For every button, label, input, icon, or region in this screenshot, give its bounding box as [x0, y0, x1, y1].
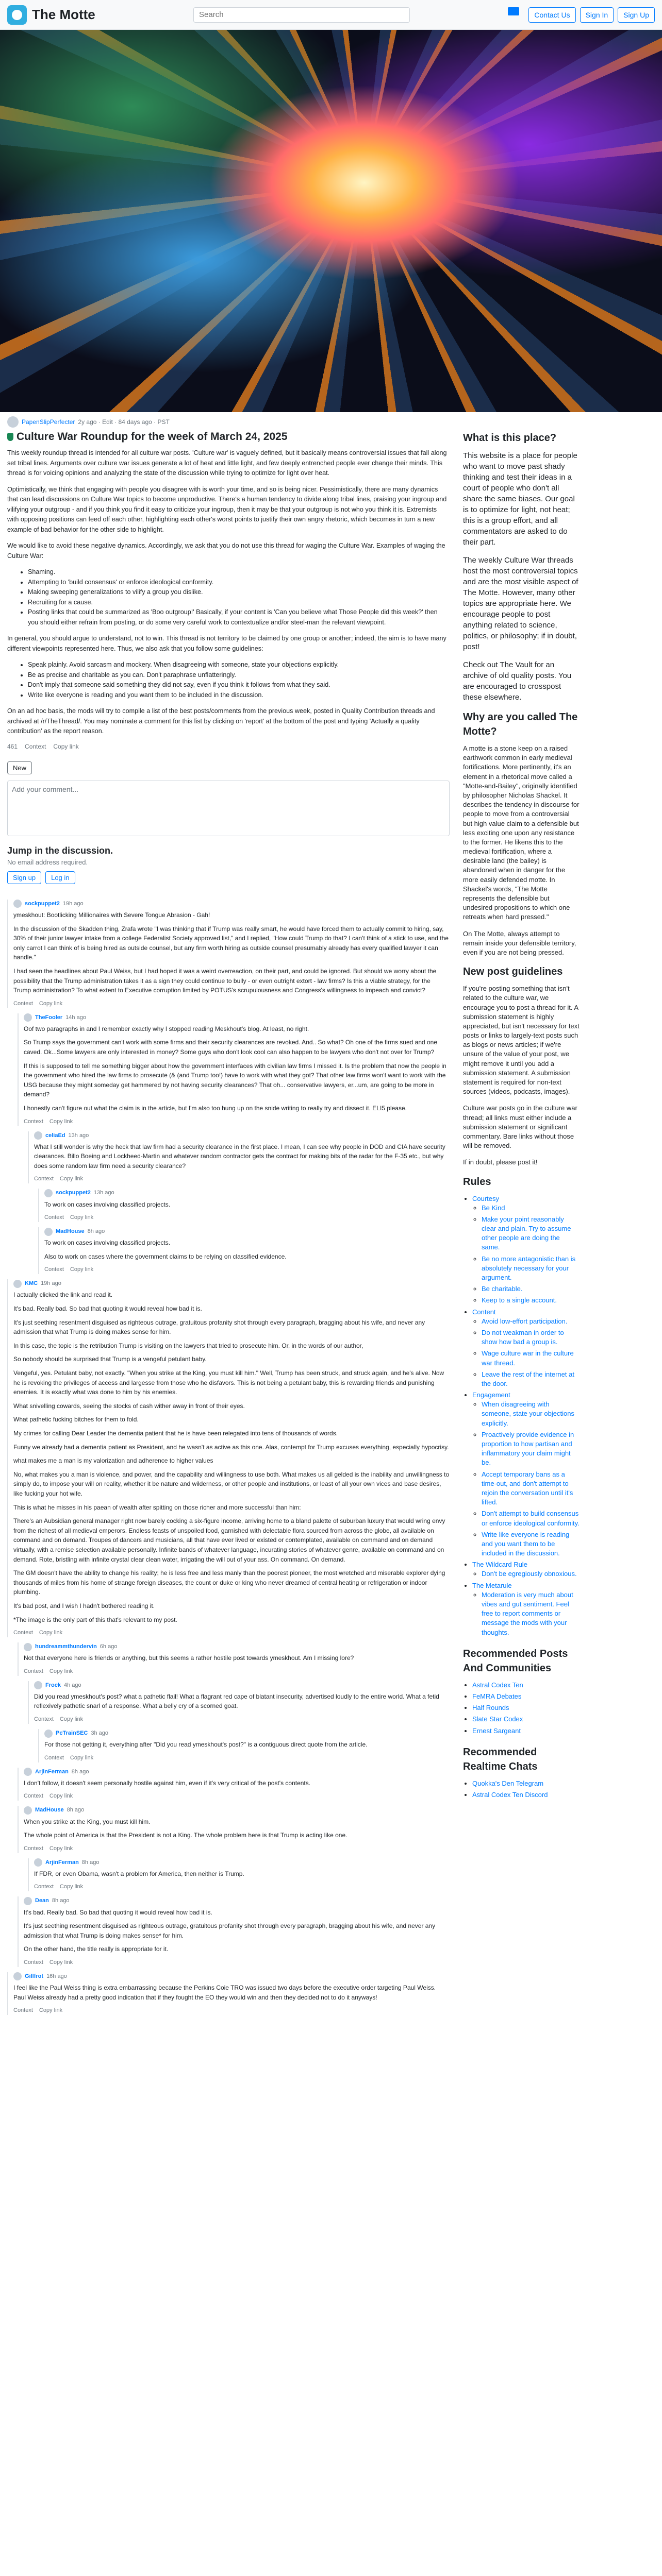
comment-context-button[interactable]: Context — [44, 1266, 64, 1273]
comment-list — [7, 900, 450, 2015]
rule-item — [482, 1370, 580, 1388]
comment-body — [34, 1869, 450, 1879]
comment-avatar[interactable] — [24, 1806, 32, 1815]
comment-context-button[interactable]: Context — [34, 1716, 54, 1723]
comment-header — [34, 1858, 450, 1867]
rule-item — [482, 1349, 580, 1367]
comment-copy-link-button[interactable]: Copy link — [49, 1793, 73, 1800]
comment-avatar[interactable] — [13, 900, 22, 908]
comment-copy-link-button[interactable]: Copy link — [70, 1214, 94, 1221]
comment-avatar[interactable] — [24, 1897, 32, 1905]
why-paragraph: On The Motte, always attempt to remain inside your defensible territory, even if you are not being pressed. — [463, 929, 576, 956]
comment-header — [24, 1768, 450, 1776]
rules-list — [463, 1194, 580, 1637]
comment — [18, 1806, 450, 1853]
comment-paragraph: When you strike at the King, you must kill him. — [24, 1818, 151, 1825]
comment-body — [13, 1983, 450, 2002]
comment-avatar[interactable] — [13, 1280, 22, 1288]
comment-paragraph: I actually clicked the link and read it. — [13, 1291, 113, 1299]
comment-context-button[interactable]: Context — [34, 1884, 54, 1890]
comment-paragraph: No, what makes you a man is violence, and power, and the capability and willingness to use both. What makes us all gelded is the inability and unwillingness to simply do, to impose your will on reality, whether it be nature and wilderness, or other people and institutions, or least of all your own vices and base desires, like fucking your hot wife. — [13, 1470, 450, 1497]
comment-body — [44, 1238, 450, 1261]
comment-avatar[interactable] — [34, 1131, 42, 1140]
recommended-item[interactable] — [472, 1703, 580, 1713]
realtime-item[interactable] — [472, 1779, 580, 1788]
comment-paragraph: Funny we already had a dementia patient as President, and he wasn't as active as this one. Alas, contempt for Trump excuses everything, especially hypocrisy. — [13, 1443, 449, 1451]
post-actions — [7, 743, 450, 750]
comment-body — [34, 1692, 450, 1711]
comment-author[interactable]: KMC — [25, 1280, 38, 1287]
rule-item — [482, 1509, 580, 1528]
sign-up-button[interactable]: Sign Up — [618, 7, 655, 23]
comment-author[interactable]: celiaEd — [45, 1132, 65, 1139]
comment — [18, 1768, 450, 1801]
comment-header — [44, 1189, 450, 1197]
comment-paragraph: What I still wonder is why the heck that law firm had a security clearance in the first place. I mean, I can see why people in DOD and CIA have security clearances. Billo Boeing and Lockheed-Martin and whatever random contractor gets the contract for making bits of the radar for the F-35 etc., but why does some random law firm need a security clearance? — [34, 1143, 445, 1170]
site-logo — [7, 5, 27, 25]
rule-item-link[interactable]: Proactively provide evidence in proportion to how partisan and inflammatory your claim might be. — [482, 1430, 574, 1467]
jump-subtitle: No email address required. — [7, 858, 88, 866]
context-button[interactable]: Context — [25, 742, 46, 750]
recommended-link[interactable]: Half Rounds — [472, 1704, 509, 1712]
post-meta-text: 2y ago · Edit · 84 days ago · PST — [78, 418, 170, 426]
rule-item — [482, 1430, 580, 1468]
comment-paragraph: What snivelling cowards, seeing the stocks of cash wither away in front of their eyes. — [13, 1402, 245, 1410]
why-title: Why are you called The Motte? — [463, 711, 578, 737]
rule-item-link[interactable]: Wage culture war in the culture war thread. — [482, 1349, 574, 1367]
comment-body — [44, 1200, 450, 1210]
comment — [18, 1896, 450, 1967]
comment-paragraph: There's an Aubsidian general manager right now barely cocking a six-figure income, arriving home to a bland palette of suburban luxury that would wring envy from the richest of all medieval emperors. Endless feasts of unspoiled food, garnished with delectable flora sourced from across the globe, all available on command and on demand. Troupes of dancers and musicians, all that have ever lived or existed or contemplated, available on command and on demand virtually, with a remise selection available personally. Infinite bands of whatever language, incurating stories of whatever genre, available on command and on demand. Rote, bristling with infinite crystal clear clean water, irrigating the will out of your ass. On command. On demand. — [13, 1517, 445, 1563]
jump-in-section — [7, 845, 450, 884]
top-buttons — [508, 7, 655, 23]
about-title: What is this place? — [463, 432, 557, 444]
culture-war-examples-list — [7, 567, 450, 628]
comment-paragraph: what makes me a man is my valorization and adherence to higher values — [13, 1457, 213, 1465]
comment-copy-link-button[interactable]: Copy link — [39, 2007, 63, 2014]
rule-item — [482, 1204, 580, 1213]
rule-item-link[interactable]: Make your point reasonably clear and plain. Try to assume other people are doing the same. — [482, 1215, 571, 1251]
comment-paragraph: If this is supposed to tell me something bigger about how the government interfaces with civilian law firms I missed it. Is the problem that now the people in the government who hired the law firms to prosecute (& (and Trump too!) have to work with what they got? That other law firms won't want to work with the USG because they might someday get hammered by not having security clearances? That oh... conservative lawyers, er...um, are going to be more in demand? — [24, 1062, 446, 1098]
comment-body — [34, 1142, 450, 1171]
comment-avatar[interactable] — [34, 1681, 42, 1689]
post-paragraph: On an ad hoc basis, the mods will try to compile a list of the best posts/comments from the previous week, posted in Quality Contribution threads and archived at /r/TheThread/. You may nominate a comment for this list by clicking on 'report' at the bottom of the post and typing 'Actually a quality contribution' as the report reason. — [7, 707, 435, 735]
comment-time: 13h ago — [93, 1190, 114, 1196]
comment-actions — [24, 1667, 450, 1676]
comment-author[interactable]: ArjinFerman — [45, 1859, 79, 1866]
about-paragraph: The weekly Culture War threads host the most controversial topics and are the most visible aspect of The Motte. However, many other topics are appropriate here. We encourage people to post anything related to science, politics, or philosophy; if in doubt, post! — [463, 556, 578, 651]
rule-item-link[interactable]: Write like everyone is reading and you want them to be included in the discussion. — [482, 1530, 570, 1557]
comment-context-button[interactable]: Context — [13, 1000, 33, 1007]
recommended-link[interactable]: Slate Star Codex — [472, 1715, 523, 1723]
comment-paragraph: Vengeful, yes. Petulant baby, not exactly. "When you strike at the King, you must kill him." Well, Trump has been struck, and struck again, and he's alive. Now he is revoking the privileges of access and largesse from those who he disfavors. This is not being a petulant baby, this is rewarding friends and punishing enemies. It is exactly what was done to him by his enemies. — [13, 1369, 444, 1396]
comment-copy-link-button[interactable]: Copy link — [70, 1266, 94, 1273]
guidelines-paragraph: If you're posting something that isn't related to the culture war, we encourage you to post a thread for it. A submission statement is highly appreciated, but isn't necessary for text posts or links to largely-text posts such as blogs or news articles; if we're unsure of the value of your post, we might remove it until you add a submission statement. A submission statement is required for non-text sources (videos, podcasts, images). — [463, 985, 580, 1096]
list-item: • Write like everyone is reading and you want them to be included in the discussion. — [28, 690, 450, 701]
recommended-title: Recommended Posts And Communities — [463, 1648, 568, 1674]
brand[interactable] — [7, 5, 95, 25]
comment-paragraph: To work on cases involving classified projects. — [44, 1239, 171, 1247]
post-score[interactable]: 461 — [7, 742, 18, 750]
rule-item — [482, 1530, 580, 1558]
realtime-link[interactable]: Astral Codex Ten Discord — [472, 1790, 548, 1799]
comment-paragraph: *The image is the only part of this that's relevant to my post. — [13, 1616, 177, 1623]
rule-item — [482, 1400, 580, 1428]
rule-item — [482, 1569, 580, 1579]
rule-item-link[interactable]: Leave the rest of the internet at the door. — [482, 1370, 574, 1387]
comment-context-button[interactable]: Context — [34, 1176, 54, 1182]
recommended-link[interactable]: Ernest Sargeant — [472, 1726, 521, 1735]
comment-paragraph: What pathetic fucking bitches for them to fold. — [13, 1416, 139, 1423]
rule-group-link[interactable]: Content — [472, 1308, 496, 1316]
why-paragraph: A motte is a stone keep on a raised earthwork common in early medieval fortifications. More pertinently, it's an element in a rhetorical move called a "Motte-and-Bailey", originally identified by philosopher Nicholas Shackel. It describes the tendency in discourse for people to move from a controversial but high value claim to a defensible but less exciting one upon any resistance to the former. He likens this to the medieval fortification, where a desirable land (the bailey) is abandoned when in danger for the more easily defended motte. In Shackel's words, "The Motte represents the defensible but undesired propositions to which one retreats when hard pressed." — [463, 744, 580, 921]
rule-item — [482, 1284, 580, 1294]
comment-author[interactable]: Dean — [35, 1897, 49, 1904]
guidelines-paragraph: Culture war posts go in the culture war thread; all links must either include a submission statement or significant commentary. Bare links without those will be removed. — [463, 1104, 577, 1150]
recommended-item[interactable] — [472, 1681, 580, 1690]
comment-time: 8h ago — [52, 1897, 70, 1904]
comment — [7, 1279, 450, 1637]
list-item: • Posting links that could be summarized as 'Boo outgroup!' Basically, if your content is 'Can you believe what Those People did this week?' then you should either refrain from posting, or do some very careful work to contextualize and/or steel-man the relevant viewpoint. — [28, 607, 450, 628]
comment-author[interactable]: sockpuppet2 — [56, 1190, 91, 1196]
rule-group — [472, 1391, 580, 1558]
comment-author[interactable]: MadHouse — [56, 1228, 85, 1235]
comment — [18, 1642, 450, 1676]
rule-items — [472, 1317, 580, 1388]
pin-icon — [7, 433, 13, 441]
contact-us-button[interactable]: Contact Us — [528, 7, 575, 23]
comment — [7, 1972, 450, 2015]
comment-body — [24, 1778, 450, 1788]
comment — [38, 1729, 450, 1762]
comment-paragraph: I honestly can't figure out what the claim is in the article, but I'm also too hung up on the snide writing to really try and dissect it. ELI5 please. — [24, 1104, 407, 1112]
rule-group-link[interactable]: The Wildcard Rule — [472, 1561, 527, 1569]
sidebar — [463, 412, 580, 2020]
comment — [28, 1131, 450, 1184]
comment-paragraph: If FDR, or even Obama, wasn't a problem for America, then neither is Trump. — [34, 1870, 244, 1877]
comment-paragraph: My crimes for calling Dear Leader the dementia patient that he is have been relegated into tens of thousands of words. — [13, 1430, 338, 1437]
comment-copy-link-button[interactable]: Copy link — [59, 1884, 84, 1890]
comment-body — [24, 1024, 450, 1113]
comment-paragraph: In this case, the topic is the retribution Trump is visiting on the lawyers that tried to prosecute him. Or, in the words of our author, — [13, 1342, 363, 1349]
comment-author[interactable]: ArjinFerman — [35, 1768, 69, 1775]
comment-actions — [24, 1117, 450, 1126]
list-item: • Speak plainly. Avoid sarcasm and mockery. When disagreeing with someone, state your objections explicitly. — [28, 660, 450, 670]
comment-avatar[interactable] — [44, 1228, 53, 1236]
rule-item — [482, 1296, 580, 1305]
comment-header — [24, 1896, 450, 1905]
rules-title: Rules — [463, 1176, 491, 1188]
rule-group — [472, 1194, 580, 1306]
guidelines-paragraph: If in doubt, please post it! — [463, 1158, 538, 1166]
comment-body — [24, 1817, 450, 1840]
banner-image — [0, 30, 662, 412]
comment — [38, 1227, 450, 1274]
comment-copy-link-button[interactable]: Copy link — [49, 1959, 73, 1965]
post-body — [7, 448, 450, 737]
comment-actions — [34, 1715, 450, 1724]
comment-paragraph: I had seen the headlines about Paul Weiss, but I had hoped it was a weird overreaction, on their part, and could be ignored. But should we worry about the possibility that the Trump administration takes it as a sign they could continue to bully - or even outright extort - law firms? Is this a viable strategy, for the Trump administration? To what extent to Executive corruption limited by POTUS's scrupulousness and Congress's willingness to impeach and convict? — [13, 967, 437, 994]
comment-header — [13, 1279, 450, 1288]
rule-item-link[interactable]: Keep to a single account. — [482, 1296, 557, 1304]
comment — [28, 1858, 450, 1892]
rule-group-link[interactable]: Engagement — [472, 1391, 510, 1399]
comment-author[interactable]: PcTrainSEC — [56, 1730, 88, 1737]
comment-time: 8h ago — [67, 1807, 85, 1814]
comment-header — [34, 1681, 450, 1690]
comment-author[interactable]: Gillfrot — [25, 1973, 44, 1979]
jump-title: Jump in the discussion. — [7, 845, 113, 856]
comment-time: 8h ago — [87, 1228, 105, 1235]
sort-new-button[interactable]: New — [7, 761, 32, 774]
realtime-link[interactable]: Quokka's Den Telegram — [472, 1779, 544, 1787]
list-item: • Making sweeping generalizations to vilify a group you dislike. — [28, 587, 450, 598]
comment-body — [24, 1653, 450, 1663]
comment-paragraph: It's just seething resentment disguised as righteous outrage, gratuitous profanity shot through every paragraph, bragging about his wife, and never any admission that what Trump is doing makes sense for him. — [13, 1318, 425, 1336]
comment-context-button[interactable]: Context — [13, 1630, 33, 1636]
comment-actions — [34, 1883, 450, 1891]
comment-paragraph: In the discussion of the Skadden thing, Zrafa wrote "I was thinking that if Trump was really smart, he would have forced them to actually commit to hiring, say, 30% of their junior lawyer intake from a college Federalist Society approved list," and I replied, "How could Trump do that? I can't think of a stick to use, and the only carrot I can think of is being hired as outside counsel, but any firm worth hiring as outside counsel presumably already has every qualified lawyer it can handle." — [13, 925, 449, 961]
comment-context-button[interactable]: Context — [13, 2007, 33, 2014]
comment-copy-link-button[interactable]: Copy link — [49, 1118, 73, 1125]
post-paragraph: This weekly roundup thread is intended for all culture war posts. 'Culture war' is vaguely defined, but it basically means controversial issues that fall along set tribal lines. Arguments over culture war issues generate a lot of heat and little light, and few deeply entrenched people ever change their minds. This thread is for voicing opinions and analyzing the state of the discussion while trying to optimize for light over heat. — [7, 449, 447, 477]
comment-body — [44, 1740, 450, 1750]
rule-items — [472, 1204, 580, 1306]
comment-paragraph: I feel like the Paul Weiss thing is extra embarrassing because the Perkins Coie TRO was issued two days before the executive order targeting Paul Weiss. Paul Weiss already had a pretty good indication that if they fought the EO they would win and then they decided not to do it anyways! — [13, 1984, 436, 2001]
comment-author[interactable]: MadHouse — [35, 1807, 64, 1814]
comment-avatar[interactable] — [24, 1643, 32, 1651]
rule-item-link[interactable]: Be charitable. — [482, 1285, 523, 1293]
comment-author[interactable]: hundreammthundervin — [35, 1643, 97, 1650]
recommended-item[interactable] — [472, 1692, 580, 1701]
comment-paragraph: On the other hand, the title really is appropriate for it. — [24, 1945, 169, 1953]
comment-avatar[interactable] — [24, 1013, 32, 1022]
rule-item-link[interactable]: Do not weakman in order to show how bad a group is. — [482, 1328, 564, 1346]
comment-avatar[interactable] — [34, 1858, 42, 1867]
comment-copy-link-button[interactable]: Copy link — [39, 1630, 63, 1636]
comment-context-button[interactable]: Context — [24, 1845, 43, 1852]
comment-paragraph: So nobody should be surprised that Trump is a vengeful petulant baby. — [13, 1355, 207, 1363]
comment-body — [24, 1908, 450, 1954]
rule-group — [472, 1308, 580, 1389]
comment-actions — [24, 1792, 450, 1801]
brand-name: The Motte — [32, 7, 95, 22]
comment-header — [24, 1013, 450, 1022]
comment-copy-link-button[interactable]: Copy link — [59, 1716, 84, 1723]
post-paragraph: Optimistically, we think that engaging with people you disagree with is worth your time, and so is being nicer. Pessimistically, there are many dynamics that can lead discussions on Culture War topics to become unproductive. There's a human tendency to divide along tribal lines, praising your ingroup and vilifying your outgroup - and if you think you find it easy to criticize your ingroup, then it may be that your outgroup is not who you think it is. Extremists with opposing positions can feed off each other, highlighting each other's worst points to justify their own angry rhetoric, which becomes in turn a new example of bad behavior for the other side to highlight. — [7, 485, 447, 533]
comment-actions — [13, 999, 450, 1008]
rule-items — [472, 1569, 580, 1579]
comment-actions — [34, 1175, 450, 1183]
comment-author[interactable]: Frock — [45, 1682, 61, 1688]
comment-avatar[interactable] — [13, 1972, 22, 1980]
recommended-item[interactable] — [472, 1726, 580, 1736]
comment-actions — [44, 1754, 450, 1762]
comment-input[interactable]: Add your comment... — [7, 781, 450, 836]
comment-author[interactable]: TheFooler — [35, 1014, 63, 1021]
envelope-icon[interactable] — [508, 7, 519, 15]
realtime-list — [463, 1779, 580, 1800]
comment-actions — [24, 1844, 450, 1853]
sign-up-link[interactable]: Sign up — [7, 871, 41, 884]
rule-item-link[interactable]: Be no more antagonistic than is absolutely necessary for your argument. — [482, 1255, 576, 1281]
comment — [18, 1013, 450, 1126]
comment-context-button[interactable]: Context — [24, 1118, 43, 1125]
rule-item — [482, 1590, 580, 1637]
top-navbar — [0, 0, 662, 30]
about-paragraph: This website is a place for people who want to move past shady thinking and test their ideas in a court of people who don't all share the same biases. Our goal is to optimize for light, not heat; this is a group effort, and all commentators are asked to do their part. — [463, 451, 577, 547]
rule-item — [482, 1470, 580, 1507]
comment-avatar[interactable] — [44, 1730, 53, 1738]
post-paragraph: We would like to avoid these negative dynamics. Accordingly, we ask that you do not use this thread for waging the Culture War. Examples of waging the Culture War: — [7, 542, 445, 560]
comment-paragraph: The GM doesn't have the ability to change his reality; he is less free and less manly than the poorest pioneer, the most wretched and miserable explorer dying thousands of miles from his home of strange foreign diseases, the count or duke or king who never dreamed of central heating or refrigeration or indoor plumbing. — [13, 1569, 445, 1596]
post-meta — [7, 412, 450, 428]
comment-time: 16h ago — [46, 1973, 67, 1979]
rule-item-link[interactable]: Don't be egregiously obnoxious. — [482, 1570, 577, 1578]
comment-actions — [13, 1629, 450, 1637]
rule-item — [482, 1317, 580, 1326]
comment-context-button[interactable]: Context — [24, 1668, 43, 1674]
comment-paragraph: The whole point of America is that the President is not a King. The whole problem here is that Trump is acting like one. — [24, 1832, 347, 1839]
comment-time: 8h ago — [81, 1859, 100, 1866]
comment-paragraph: Did you read ymeskhout's post? what a pathetic flail! What a flagrant red cape of blatant insecurity, advertised loudly to the entire world. What a fetid reflexively pathetic snarl of a response. What a belly cry of a scorned goat. — [34, 1692, 439, 1710]
post-paragraph: In general, you should argue to understand, not to win. This thread is not territory to be claimed by one group or another; indeed, the aim is to have many different viewpoints represented here. Thus, we also ask that you follow some guidelines: — [7, 635, 446, 652]
list-item: • Attempting to 'build consensus' or enforce ideological conformity. — [28, 578, 450, 588]
comment-actions — [13, 2006, 450, 2015]
comment-avatar[interactable] — [44, 1189, 53, 1197]
comment-actions — [44, 1213, 450, 1222]
sign-in-button[interactable]: Sign In — [580, 7, 614, 23]
post-title-text: Culture War Roundup for the week of March 24, 2025 — [16, 431, 288, 443]
comment-header — [24, 1642, 450, 1651]
comment-author[interactable]: sockpuppet2 — [25, 900, 60, 907]
comment-paragraph: So Trump says the government can't work with some firms and their security clearances are revoked. And.. So what? Oh one of the firms sued and one caved. Ok...Some lawyers are only interested in money? Some guys who don't look cool can also happen to be lawyers who don't not over for Trump? — [24, 1039, 438, 1056]
comment-copy-link-button[interactable]: Copy link — [49, 1845, 73, 1852]
comment-copy-link-button[interactable]: Copy link — [49, 1668, 73, 1674]
list-item: • Recruiting for a cause. — [28, 598, 450, 608]
comment-paragraph: Also to work on cases where the government claims to be relying on classified evidence. — [44, 1252, 287, 1260]
main-column — [7, 412, 450, 2020]
rule-item-link[interactable]: Don't attempt to build consensus or enforce ideological conformity. — [482, 1510, 580, 1527]
list-item: • Be as precise and charitable as you can. Don't paraphrase unflatteringly. — [28, 670, 450, 681]
rule-group-link[interactable]: Courtesy — [472, 1194, 500, 1202]
comment-context-button[interactable]: Context — [44, 1754, 64, 1761]
comment-header — [24, 1806, 450, 1815]
comment — [7, 900, 450, 1008]
post-title[interactable] — [7, 431, 450, 443]
recommended-list — [463, 1681, 580, 1736]
comment-paragraph: I don't follow, it doesn't seem personally hostile against him, even if it's very critical of the post's contents. — [24, 1779, 311, 1787]
rule-item-link[interactable]: Avoid low-effort participation. — [482, 1317, 568, 1325]
rule-item-link[interactable]: Accept temporary bans as a time-out, and don't attempt to rejoin the conversation until it's lifted. — [482, 1470, 573, 1506]
rule-items — [472, 1400, 580, 1558]
comment-paragraph: To work on cases involving classified projects. — [44, 1200, 171, 1208]
comment-time: 19h ago — [62, 900, 84, 907]
comment-paragraph: ymeskhout: Bootlicking Millionaires with Severe Tongue Abrasion - Gah! — [13, 911, 210, 919]
author-avatar[interactable] — [7, 416, 19, 428]
comment-header — [13, 1972, 450, 1981]
comment-header — [34, 1131, 450, 1140]
comment-avatar[interactable] — [24, 1768, 32, 1776]
realtime-item[interactable] — [472, 1790, 580, 1800]
comment-paragraph: It's bad post, and I wish I hadn't bothered reading it. — [13, 1602, 155, 1609]
rule-group — [472, 1560, 580, 1579]
comment-paragraph: It's just seething resentment disguised as righteous outrage, gratuitous profanity shot through every paragraph, bragging about his wife, and never any admission that what Trump is doing makes sense* for him. — [24, 1922, 436, 1939]
comment — [28, 1681, 450, 1724]
comment-header — [44, 1729, 450, 1738]
recommended-link[interactable]: Astral Codex Ten — [472, 1681, 523, 1689]
rule-item — [482, 1255, 580, 1283]
comment-time: 13h ago — [68, 1132, 89, 1139]
comment-context-button[interactable]: Context — [24, 1793, 43, 1800]
comment-paragraph: It's bad. Really bad. So bad that quoting it would reveal how bad it is. — [13, 1305, 202, 1313]
guidelines-list — [7, 660, 450, 700]
comment-time: 6h ago — [100, 1643, 118, 1650]
comment-actions — [44, 1265, 450, 1274]
comment-time: 4h ago — [63, 1682, 81, 1688]
comment-time: 19h ago — [41, 1280, 61, 1287]
copy-link-button[interactable]: Copy link — [53, 742, 79, 750]
comment-time: 3h ago — [91, 1730, 109, 1737]
comment-header — [13, 900, 450, 908]
comment-context-button[interactable]: Context — [44, 1214, 64, 1221]
realtime-title: Recommended Realtime Chats — [463, 1746, 538, 1772]
comment-paragraph: This is what he misses in his paean of wealth after spitting on those richer and more successful than him: — [13, 1503, 301, 1511]
list-item: • Shaming. — [28, 567, 450, 578]
rule-item-link[interactable]: When disagreeing with someone, state your objections explicitly. — [482, 1400, 574, 1427]
rule-item — [482, 1215, 580, 1252]
recommended-item[interactable] — [472, 1715, 580, 1724]
comment-copy-link-button[interactable]: Copy link — [59, 1176, 84, 1182]
comment-copy-link-button[interactable]: Copy link — [70, 1754, 94, 1761]
rule-item-link[interactable]: Moderation is very much about vibes and gut sentiment. Feel free to report comments or message the mods with your thoughts. — [482, 1590, 573, 1636]
rule-item-link[interactable]: Be Kind — [482, 1204, 505, 1212]
list-item: • Don't imply that someone said something they did not say, even if you think it follows from what they said. — [28, 680, 450, 690]
comment-paragraph: Oof two paragraphs in and I remember exactly why I stopped reading Meskhout's blog. At least, no right. — [24, 1025, 309, 1032]
comment-header — [44, 1227, 450, 1236]
comment-copy-link-button[interactable]: Copy link — [39, 1000, 63, 1007]
rule-group — [472, 1581, 580, 1637]
comment-context-button[interactable]: Context — [24, 1959, 43, 1965]
rule-item — [482, 1328, 580, 1347]
comment-paragraph: Not that everyone here is friends or anything, but this seems a rather hostile post towards ymeskhout. Am I missing lore? — [24, 1654, 354, 1662]
log-in-link[interactable]: Log in — [45, 871, 75, 884]
post-author[interactable]: PapenSlipPerfecter — [22, 418, 75, 426]
comment-actions — [24, 1958, 450, 1967]
rule-group-link[interactable]: The Metarule — [472, 1581, 512, 1589]
rule-items — [472, 1590, 580, 1637]
comment-body — [13, 910, 450, 995]
comment-paragraph: It's bad. Really bad. So bad that quoting it would reveal how bad it is. — [24, 1908, 212, 1916]
comment-time: 8h ago — [71, 1768, 89, 1775]
about-paragraph: Check out The Vault for an archive of old quality posts. You are encouraged to crosspost these elsewhere. — [463, 660, 572, 702]
guidelines-title: New post guidelines — [463, 966, 563, 978]
comment-body — [13, 1290, 450, 1624]
comment-paragraph: For those not getting it, everything after "Did you read ymeskhout's post?" is a contiguous direct quote from the article. — [44, 1741, 368, 1749]
search-input[interactable] — [193, 7, 410, 23]
comment — [38, 1189, 450, 1222]
comment-time: 14h ago — [65, 1014, 86, 1021]
recommended-link[interactable]: FeMRA Debates — [472, 1692, 522, 1700]
